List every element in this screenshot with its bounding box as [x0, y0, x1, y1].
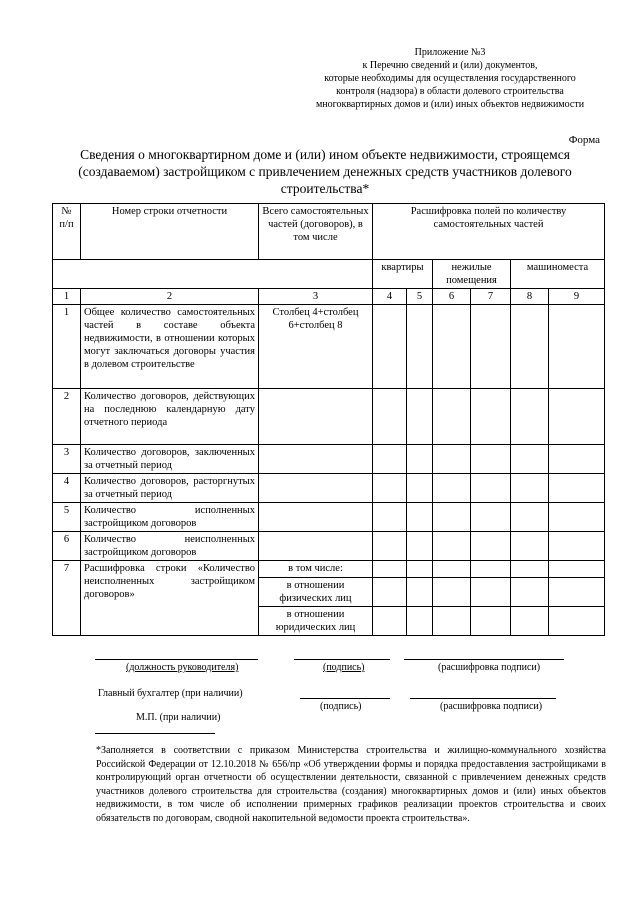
appendix-header — [280, 46, 620, 111]
header-apartments: квартиры — [373, 260, 433, 289]
header-total: Всего самостоятельных частей (договоров), в том числе — [259, 204, 373, 260]
value-cell — [511, 389, 549, 445]
row-sub-label: в отношении юридических лиц — [259, 607, 373, 636]
value-cell — [549, 445, 605, 474]
row-name: Количество договоров, заключенных за отчетный период — [81, 445, 259, 474]
header-spacer — [53, 260, 373, 289]
decoding-caption: (расшифровка подписи) — [438, 662, 541, 673]
value-cell — [373, 305, 407, 389]
document-title: Сведения о многоквартирном доме и (или) ином объекте недвижимости, строящемся (создаваемом) застройщиком с привлечением денежных средств участников долевого строительства* — [78, 147, 572, 196]
footnote: *Заполняется в соответствии с приказом Министерства строительства и жилищно-коммунального хозяйства Российской Федерации от 12.10.2018 № 656/пр «Об утверждении формы и порядка предоставления застройщиками в контролирующий орган отчетности об осуществлении деятельности, связанной с привлечением денежных средств участников долевого строительства для строительства (создания) многоквартирных домов и (или) иных объектов недвижимости, в том числе об исполнении примерных графиков реализации проектов строительства и своих обязательств по договорам, сводной накопительной ведомости проекта строительства». — [96, 745, 606, 824]
value-cell — [373, 474, 407, 503]
footnote-rule — [95, 733, 215, 734]
row-num: 5 — [53, 503, 81, 532]
value-cell — [407, 607, 433, 636]
value-cell — [433, 445, 471, 474]
value-cell — [373, 607, 407, 636]
value-cell — [549, 474, 605, 503]
header-breakdown: Расшифровка полей по количеству самостоятельных частей — [373, 204, 605, 260]
table-row — [53, 389, 605, 445]
value-cell — [433, 503, 471, 532]
signature-caption: (подпись) — [323, 662, 365, 673]
header-parking: машиноместа — [511, 260, 605, 289]
value-cell — [407, 561, 433, 578]
row-num: 3 — [53, 445, 81, 474]
table-row — [53, 561, 605, 578]
col-number: 1 — [53, 289, 81, 305]
table-row — [53, 503, 605, 532]
col-number: 8 — [511, 289, 549, 305]
col-number: 3 — [259, 289, 373, 305]
value-cell — [549, 305, 605, 389]
value-cell — [407, 503, 433, 532]
value-cell — [373, 445, 407, 474]
value-cell — [511, 578, 549, 607]
row-total — [259, 532, 373, 561]
value-cell — [407, 578, 433, 607]
col-number: 2 — [81, 289, 259, 305]
value-cell — [373, 578, 407, 607]
row-total — [259, 503, 373, 532]
row-total — [259, 389, 373, 445]
row-name: Количество исполненных застройщиком договоров — [81, 503, 259, 532]
value-cell — [511, 607, 549, 636]
value-cell — [433, 561, 471, 578]
row-total: Столбец 4+столбец 6+столбец 8 — [259, 305, 373, 389]
value-cell — [471, 607, 511, 636]
value-cell — [407, 389, 433, 445]
row-total — [259, 445, 373, 474]
row-num: 1 — [53, 305, 81, 389]
appendix-line: к Перечню сведений и (или) документов, — [362, 60, 538, 71]
value-cell — [549, 578, 605, 607]
row-name: Количество неисполненных застройщиком договоров — [81, 532, 259, 561]
value-cell — [471, 561, 511, 578]
value-cell — [549, 532, 605, 561]
decoding-caption: (расшифровка подписи) — [440, 701, 543, 712]
value-cell — [373, 389, 407, 445]
col-number: 4 — [373, 289, 407, 305]
value-cell — [433, 578, 471, 607]
row-name: Расшифровка строки «Количество неисполненных застройщиком договоров» — [81, 561, 259, 636]
value-cell — [433, 389, 471, 445]
signature-line — [410, 698, 556, 699]
value-cell — [471, 445, 511, 474]
col-number: 7 — [471, 289, 511, 305]
value-cell — [549, 607, 605, 636]
value-cell — [433, 532, 471, 561]
form-label: Форма — [568, 134, 600, 146]
appendix-line: Приложение №3 — [414, 47, 486, 58]
value-cell — [407, 474, 433, 503]
row-name: Количество договоров, расторгнутых за отчетный период — [81, 474, 259, 503]
header-nonresidential: нежилые помещения — [433, 260, 511, 289]
value-cell — [433, 607, 471, 636]
value-cell — [373, 532, 407, 561]
row-num: 4 — [53, 474, 81, 503]
appendix-line: многоквартирных домов и (или) иных объектов недвижимости — [315, 99, 585, 110]
seal-label: М.П. (при наличии) — [136, 712, 221, 723]
appendix-line: контроля (надзора) в области долевого строительства — [336, 86, 564, 97]
signature-line — [294, 659, 390, 660]
header-num: № п/п — [53, 204, 81, 260]
value-cell — [511, 445, 549, 474]
table-row — [53, 474, 605, 503]
signature-caption: (подпись) — [320, 701, 362, 712]
value-cell — [549, 503, 605, 532]
col-number: 9 — [549, 289, 605, 305]
table-row — [53, 445, 605, 474]
value-cell — [471, 389, 511, 445]
value-cell — [407, 305, 433, 389]
signature-line — [300, 698, 390, 699]
table-row — [53, 305, 605, 389]
value-cell — [471, 474, 511, 503]
value-cell — [373, 561, 407, 578]
value-cell — [471, 532, 511, 561]
value-cell — [471, 503, 511, 532]
row-num: 7 — [53, 561, 81, 636]
row-num: 2 — [53, 389, 81, 445]
appendix-line: которые необходимы для осуществления государственного — [324, 73, 576, 84]
row-sub-label: в том числе: — [259, 561, 373, 578]
value-cell — [511, 561, 549, 578]
value-cell — [471, 578, 511, 607]
report-table — [52, 203, 605, 636]
signature-line — [95, 659, 258, 660]
value-cell — [511, 474, 549, 503]
chief-accountant-label: Главный бухгалтер (при наличии) — [98, 688, 243, 699]
value-cell — [511, 532, 549, 561]
row-sub-label: в отношении физических лиц — [259, 578, 373, 607]
col-number: 5 — [407, 289, 433, 305]
head-position-caption: (должность руководителя) — [126, 662, 239, 673]
header-row-name: Номер строки отчетности — [81, 204, 259, 260]
value-cell — [511, 503, 549, 532]
col-number: 6 — [433, 289, 471, 305]
row-num: 6 — [53, 532, 81, 561]
row-name: Общее количество самостоятельных частей в составе объекта недвижимости, в отношении которых могут заключаться договоры участия в долевом строительстве — [81, 305, 259, 389]
row-name: Количество договоров, действующих на последнюю календарную дату отчетного периода — [81, 389, 259, 445]
value-cell — [433, 474, 471, 503]
value-cell — [471, 305, 511, 389]
value-cell — [407, 532, 433, 561]
value-cell — [373, 503, 407, 532]
value-cell — [407, 445, 433, 474]
row-total — [259, 474, 373, 503]
signature-line — [404, 659, 564, 660]
table-row — [53, 532, 605, 561]
value-cell — [511, 305, 549, 389]
value-cell — [549, 561, 605, 578]
value-cell — [433, 305, 471, 389]
value-cell — [549, 389, 605, 445]
